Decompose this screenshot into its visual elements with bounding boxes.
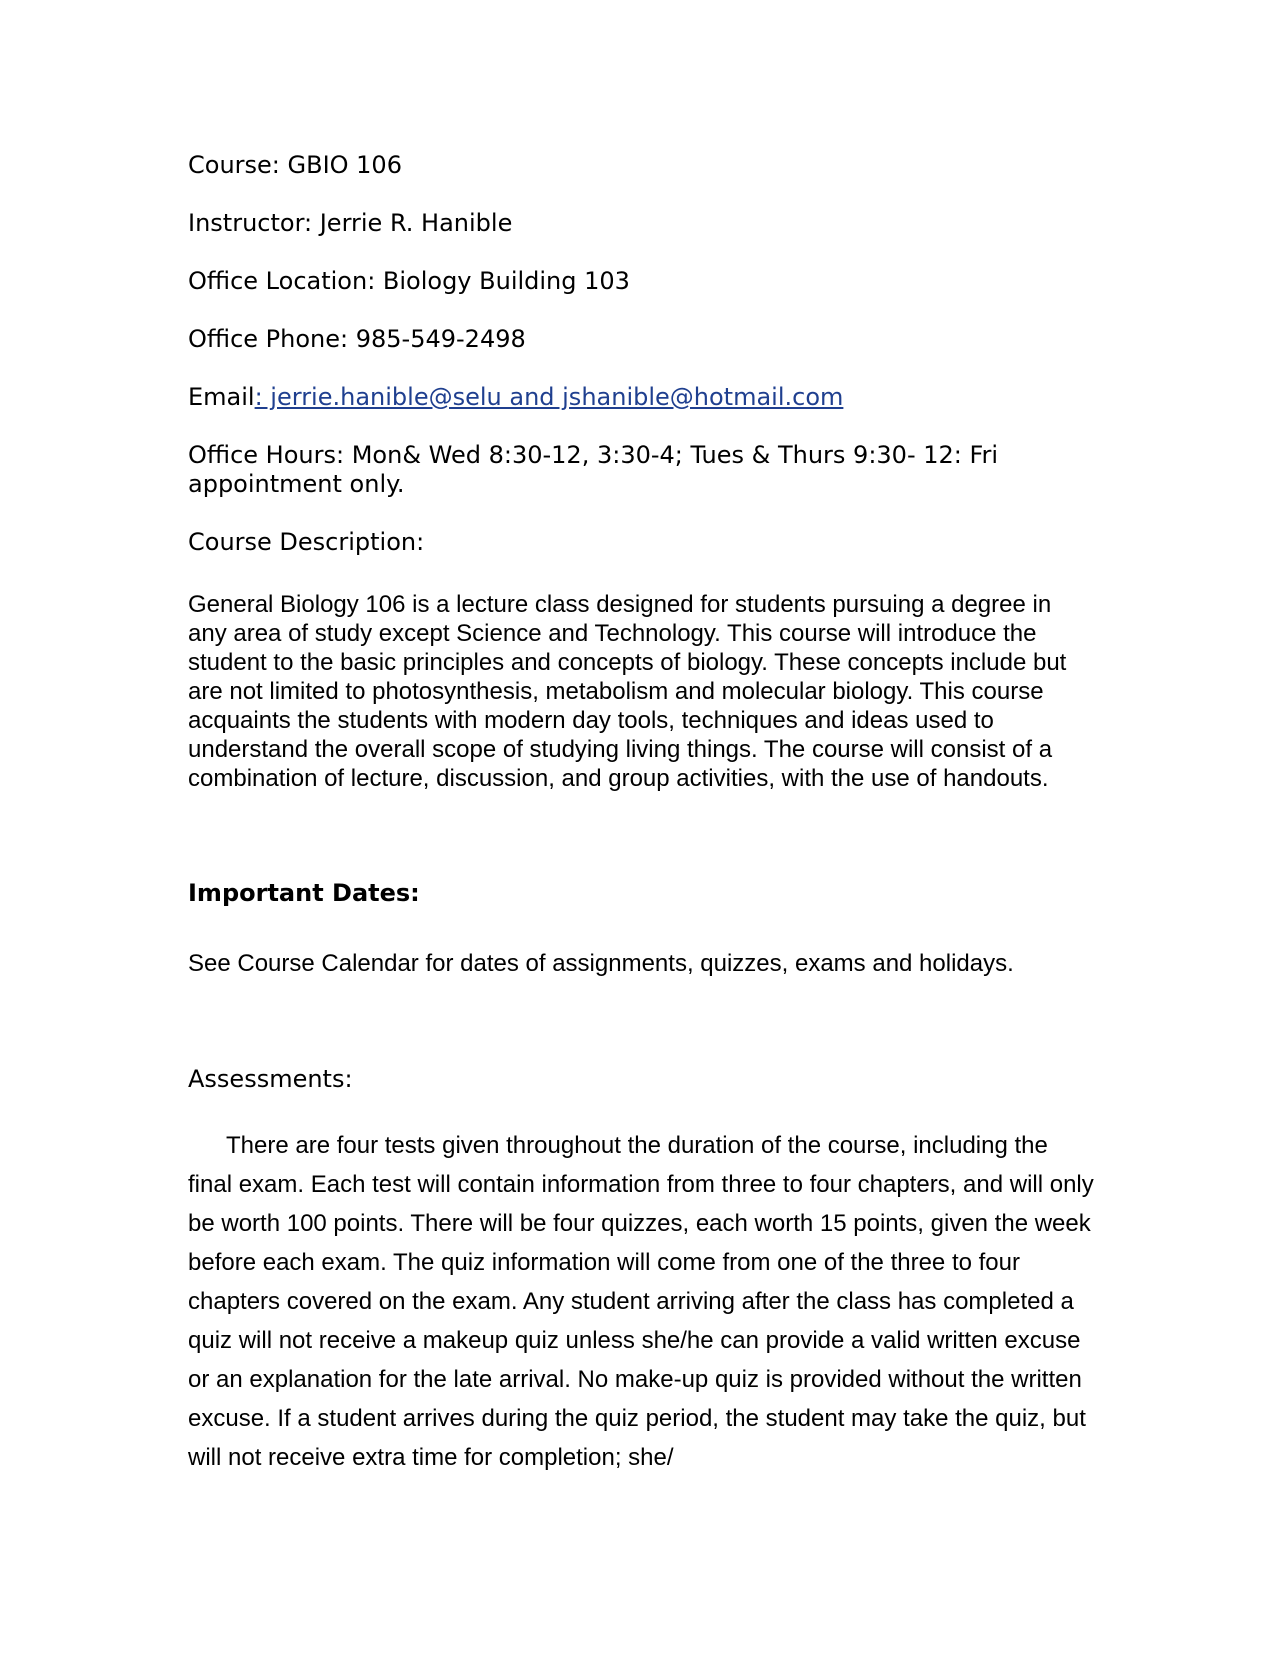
email-label: Email: [188, 383, 255, 411]
course-line: Course: GBIO 106: [188, 151, 402, 179]
course-description-body: General Biology 106 is a lecture class designed for students pursuing a degree in any area of study except Science and Technology. This course will introduce the student to the basic principles and concepts of biology. These concepts include but are not limited to photosynthesis, metabolism and molecular biology. This course acquaints the students with modern day tools, techniques and ideas used to understand the overall scope of studying living things. The course will consist of a combination of lecture, discussion, and group activities, with the use of handouts.: [188, 591, 1067, 792]
office-location-line: Office Location: Biology Building 103: [188, 267, 630, 295]
office-hours-line: Office Hours: Mon& Wed 8:30-12, 3:30-4; Tues & Thurs 9:30- 12: Fri appointment only.: [188, 441, 999, 498]
email-line: [188, 383, 843, 412]
course-description-heading: Course Description:: [188, 528, 425, 556]
office-phone-line: Office Phone: 985-549-2498: [188, 325, 526, 353]
instructor-line: Instructor: Jerrie R. Hanible: [188, 209, 513, 237]
assessments-body: There are four tests given throughout the duration of the course, including the final exam. Each test will contain information from three to four chapters, and will only be worth 100 points. There will be four quizzes, each worth 15 points, given the week before each exam. The quiz information will come from one of the three to four chapters covered on the exam. Any student arriving after the class has completed a quiz will not receive a makeup quiz unless she/he can provide a valid written excuse or an explanation for the late arrival. No make-up quiz is provided without the written excuse. If a student arrives during the quiz period, the student may take the quiz, but will not receive extra time for completion; she/: [188, 1132, 1094, 1471]
important-dates-heading: Important Dates:: [188, 879, 420, 907]
email-link[interactable]: : jerrie.hanible@selu and jshanible@hotmail.com: [254, 383, 844, 411]
important-dates-body: See Course Calendar for dates of assignments, quizzes, exams and holidays.: [188, 950, 1014, 977]
assessments-heading: Assessments:: [188, 1065, 353, 1093]
